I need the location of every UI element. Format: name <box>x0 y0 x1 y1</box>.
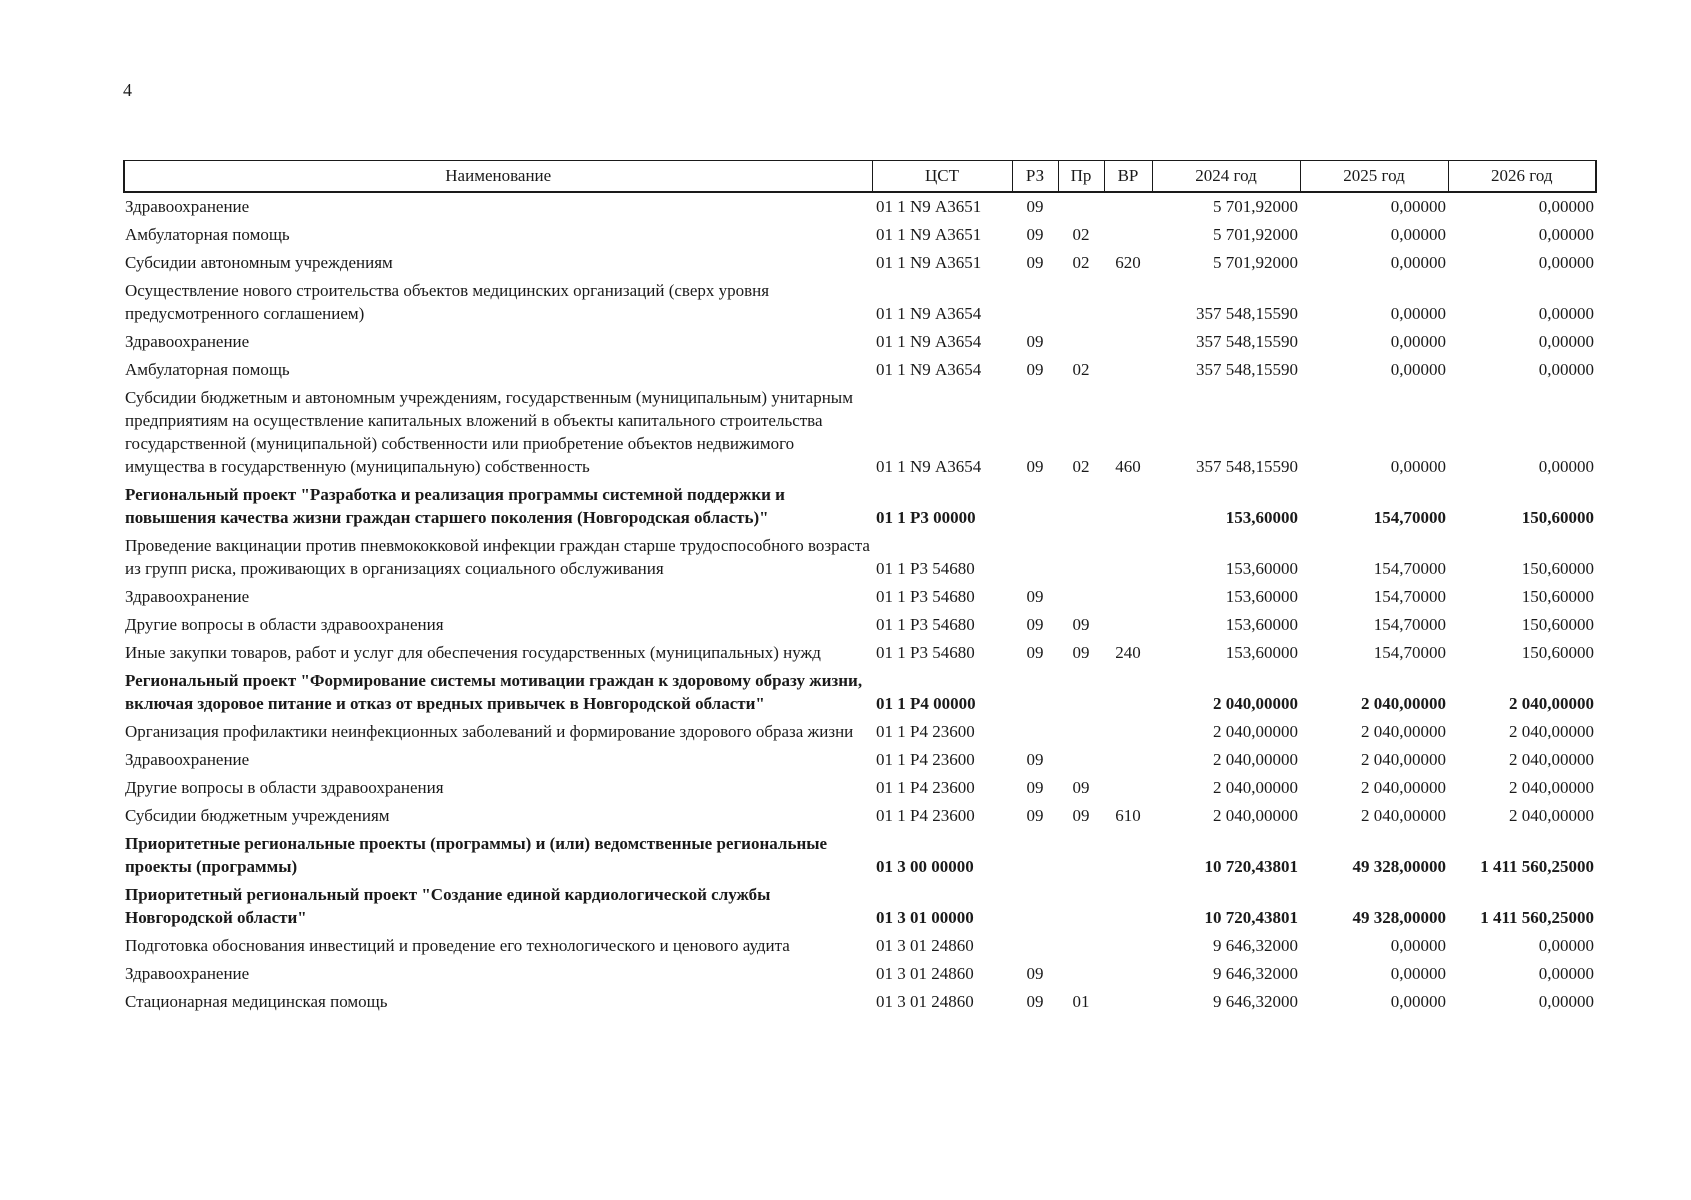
header-2025: 2025 год <box>1300 161 1448 193</box>
cell-cst: 01 1 N9 А3654 <box>876 360 982 379</box>
cell-rz <box>1012 881 1058 932</box>
header-2026: 2026 год <box>1448 161 1596 193</box>
cell-pr: 09 <box>1072 806 1090 825</box>
cell-cst: 01 1 N9 А3654 <box>876 304 982 323</box>
cell-2026: 150,60000 <box>1521 559 1594 578</box>
cell-2025: 2 040,00000 <box>1361 694 1446 713</box>
cell-vr <box>1104 328 1152 356</box>
cell-2024: 5 701,92000 <box>1213 253 1298 272</box>
cell-rz: 09 <box>1026 806 1044 825</box>
cell-vr <box>1104 583 1152 611</box>
cell-cst: 01 1 Р3 00000 <box>876 508 976 527</box>
cell-rz: 09 <box>1026 253 1044 272</box>
cell-2025: 49 328,00000 <box>1352 908 1446 927</box>
cell-rz: 09 <box>1026 587 1044 606</box>
cell-2024: 153,60000 <box>1225 587 1298 606</box>
table-row <box>124 718 1596 746</box>
cell-2026: 150,60000 <box>1521 643 1594 662</box>
cell-name: Здравоохранение <box>125 964 250 983</box>
cell-name: Проведение вакцинации против пневмококковой инфекции граждан старше трудоспособного возраста из групп риска, проживающих в организациях социального обслуживания <box>125 536 870 578</box>
cell-2024: 357 548,15590 <box>1196 304 1298 323</box>
cell-name: Амбулаторная помощь <box>125 360 290 379</box>
cell-name: Иные закупки товаров, работ и услуг для обеспечения государственных (муниципальных) нужд <box>125 643 821 662</box>
cell-cst: 01 1 Р4 23600 <box>876 750 975 769</box>
cell-cst: 01 1 N9 А3654 <box>876 457 982 476</box>
cell-vr <box>1104 277 1152 328</box>
table-row <box>124 988 1596 1016</box>
cell-rz <box>1012 932 1058 960</box>
cell-name: Здравоохранение <box>125 332 250 351</box>
cell-2026: 0,00000 <box>1538 964 1594 983</box>
table-row <box>124 328 1596 356</box>
table-row <box>124 881 1596 932</box>
table-row <box>124 830 1596 881</box>
cell-vr <box>1104 192 1152 221</box>
cell-2025: 0,00000 <box>1390 197 1446 216</box>
cell-2026: 2 040,00000 <box>1509 722 1594 741</box>
table-row <box>124 960 1596 988</box>
cell-cst: 01 1 Р3 54680 <box>876 587 975 606</box>
cell-rz: 09 <box>1026 332 1044 351</box>
cell-pr: 02 <box>1072 457 1090 476</box>
cell-vr <box>1104 718 1152 746</box>
header-pr: Пр <box>1058 161 1104 193</box>
cell-pr: 01 <box>1072 992 1090 1011</box>
cell-cst: 01 3 01 24860 <box>876 964 974 983</box>
cell-cst: 01 3 01 00000 <box>876 908 974 927</box>
table-row <box>124 221 1596 249</box>
cell-cst: 01 3 01 24860 <box>876 992 974 1011</box>
cell-2026: 2 040,00000 <box>1509 778 1594 797</box>
cell-2024: 10 720,43801 <box>1204 857 1298 876</box>
cell-vr <box>1104 960 1152 988</box>
cell-rz <box>1012 532 1058 583</box>
table-row <box>124 746 1596 774</box>
cell-cst: 01 1 N9 А3651 <box>876 197 982 216</box>
table-row <box>124 774 1596 802</box>
cell-cst: 01 1 N9 А3651 <box>876 225 982 244</box>
table-row <box>124 192 1596 221</box>
cell-2024: 153,60000 <box>1225 508 1298 527</box>
table-row <box>124 481 1596 532</box>
cell-2025: 49 328,00000 <box>1352 857 1446 876</box>
cell-2025: 0,00000 <box>1390 992 1446 1011</box>
header-rz: РЗ <box>1012 161 1058 193</box>
cell-2025: 0,00000 <box>1390 304 1446 323</box>
cell-2025: 0,00000 <box>1390 936 1446 955</box>
cell-cst: 01 1 Р3 54680 <box>876 643 975 662</box>
cell-2024: 9 646,32000 <box>1213 992 1298 1011</box>
cell-vr: 240 <box>1115 643 1141 662</box>
cell-2024: 2 040,00000 <box>1213 750 1298 769</box>
cell-2026: 0,00000 <box>1538 457 1594 476</box>
cell-2026: 0,00000 <box>1538 360 1594 379</box>
cell-2026: 2 040,00000 <box>1509 806 1594 825</box>
cell-vr <box>1104 830 1152 881</box>
cell-name: Другие вопросы в области здравоохранения <box>125 615 444 634</box>
cell-rz: 09 <box>1026 197 1044 216</box>
cell-pr: 09 <box>1072 778 1090 797</box>
cell-name: Осуществление нового строительства объектов медицинских организаций (сверх уровня предусмотренного соглашением) <box>125 281 770 323</box>
cell-rz: 09 <box>1026 225 1044 244</box>
cell-2024: 2 040,00000 <box>1213 778 1298 797</box>
header-vr: ВР <box>1104 161 1152 193</box>
table-row <box>124 277 1596 328</box>
cell-name: Приоритетные региональные проекты (программы) и (или) ведомственные региональные проекты (программы) <box>125 834 828 876</box>
cell-vr <box>1104 881 1152 932</box>
cell-pr: 02 <box>1072 360 1090 379</box>
cell-vr <box>1104 532 1152 583</box>
cell-name: Амбулаторная помощь <box>125 225 290 244</box>
cell-2025: 0,00000 <box>1390 964 1446 983</box>
header-cst: ЦСТ <box>872 161 1012 193</box>
cell-2026: 1 411 560,25000 <box>1480 857 1594 876</box>
cell-name: Здравоохранение <box>125 750 250 769</box>
cell-2025: 154,70000 <box>1373 587 1446 606</box>
cell-pr <box>1058 881 1104 932</box>
cell-2026: 0,00000 <box>1538 304 1594 323</box>
cell-vr <box>1104 667 1152 718</box>
cell-pr <box>1058 583 1104 611</box>
table-row <box>124 639 1596 667</box>
cell-vr <box>1104 988 1152 1016</box>
cell-2026: 1 411 560,25000 <box>1480 908 1594 927</box>
cell-name: Субсидии автономным учреждениям <box>125 253 393 272</box>
cell-2024: 153,60000 <box>1225 643 1298 662</box>
page-number: 4 <box>123 80 132 100</box>
cell-cst: 01 1 Р4 23600 <box>876 806 975 825</box>
cell-rz: 09 <box>1026 615 1044 634</box>
cell-vr: 610 <box>1115 806 1141 825</box>
cell-rz <box>1012 718 1058 746</box>
cell-pr <box>1058 667 1104 718</box>
cell-2025: 0,00000 <box>1390 360 1446 379</box>
table-row <box>124 667 1596 718</box>
cell-name: Организация профилактики неинфекционных заболеваний и формирование здорового образа жизни <box>125 722 854 741</box>
cell-cst: 01 1 Р3 54680 <box>876 559 975 578</box>
cell-2026: 150,60000 <box>1521 587 1594 606</box>
cell-2024: 2 040,00000 <box>1213 722 1298 741</box>
cell-2026: 0,00000 <box>1538 332 1594 351</box>
table-row <box>124 532 1596 583</box>
cell-rz: 09 <box>1026 750 1044 769</box>
cell-2026: 150,60000 <box>1521 615 1594 634</box>
cell-pr <box>1058 481 1104 532</box>
cell-rz: 09 <box>1026 778 1044 797</box>
cell-cst: 01 1 Р3 54680 <box>876 615 975 634</box>
cell-2025: 0,00000 <box>1390 457 1446 476</box>
cell-vr: 620 <box>1115 253 1141 272</box>
cell-2026: 2 040,00000 <box>1509 694 1594 713</box>
cell-2025: 154,70000 <box>1373 559 1446 578</box>
cell-2025: 2 040,00000 <box>1361 806 1446 825</box>
cell-vr <box>1104 481 1152 532</box>
cell-name: Здравоохранение <box>125 587 250 606</box>
cell-2024: 153,60000 <box>1225 559 1298 578</box>
cell-2024: 9 646,32000 <box>1213 964 1298 983</box>
cell-2024: 357 548,15590 <box>1196 457 1298 476</box>
budget-table <box>123 160 1597 1016</box>
cell-name: Здравоохранение <box>125 197 250 216</box>
cell-2026: 0,00000 <box>1538 253 1594 272</box>
table-row <box>124 356 1596 384</box>
cell-2025: 154,70000 <box>1373 615 1446 634</box>
cell-2025: 154,70000 <box>1373 508 1446 527</box>
table-row <box>124 583 1596 611</box>
table-row <box>124 802 1596 830</box>
table-row <box>124 249 1596 277</box>
cell-2026: 0,00000 <box>1538 197 1594 216</box>
cell-vr <box>1104 221 1152 249</box>
cell-name: Стационарная медицинская помощь <box>125 992 388 1011</box>
cell-pr <box>1058 532 1104 583</box>
table-body <box>124 192 1596 1016</box>
cell-pr: 02 <box>1072 225 1090 244</box>
cell-name: Приоритетный региональный проект "Создание единой кардиологической службы Новгородской области" <box>125 885 771 927</box>
cell-pr <box>1058 932 1104 960</box>
cell-name: Субсидии бюджетным учреждениям <box>125 806 390 825</box>
cell-2026: 0,00000 <box>1538 936 1594 955</box>
cell-2025: 2 040,00000 <box>1361 778 1446 797</box>
header-name: Наименование <box>124 161 872 193</box>
cell-2026: 150,60000 <box>1521 508 1594 527</box>
table-row <box>124 384 1596 481</box>
cell-rz: 09 <box>1026 964 1044 983</box>
cell-2024: 2 040,00000 <box>1213 694 1298 713</box>
cell-2024: 10 720,43801 <box>1204 908 1298 927</box>
cell-pr: 09 <box>1072 643 1090 662</box>
cell-2024: 9 646,32000 <box>1213 936 1298 955</box>
cell-name: Подготовка обоснования инвестиций и проведение его технологического и ценового аудита <box>125 936 790 955</box>
cell-pr <box>1058 746 1104 774</box>
cell-2026: 0,00000 <box>1538 992 1594 1011</box>
cell-name: Региональный проект "Формирование системы мотивации граждан к здоровому образу жизни, включая здоровое питание и отказ от вредных привычек в Новгородской области" <box>125 671 863 713</box>
cell-pr <box>1058 328 1104 356</box>
cell-2024: 5 701,92000 <box>1213 225 1298 244</box>
cell-pr <box>1058 718 1104 746</box>
cell-2025: 0,00000 <box>1390 225 1446 244</box>
cell-pr <box>1058 830 1104 881</box>
cell-2024: 357 548,15590 <box>1196 360 1298 379</box>
cell-2024: 2 040,00000 <box>1213 806 1298 825</box>
cell-vr <box>1104 774 1152 802</box>
cell-rz: 09 <box>1026 360 1044 379</box>
table-header <box>124 161 1596 193</box>
cell-vr <box>1104 356 1152 384</box>
cell-vr: 460 <box>1115 457 1141 476</box>
cell-name: Другие вопросы в области здравоохранения <box>125 778 444 797</box>
table-row <box>124 932 1596 960</box>
cell-2025: 2 040,00000 <box>1361 722 1446 741</box>
cell-2024: 153,60000 <box>1225 615 1298 634</box>
cell-pr <box>1058 192 1104 221</box>
cell-2025: 2 040,00000 <box>1361 750 1446 769</box>
cell-2026: 0,00000 <box>1538 225 1594 244</box>
cell-rz <box>1012 830 1058 881</box>
cell-rz <box>1012 481 1058 532</box>
cell-pr: 02 <box>1072 253 1090 272</box>
cell-cst: 01 1 N9 А3651 <box>876 253 982 272</box>
cell-cst: 01 1 Р4 23600 <box>876 778 975 797</box>
cell-rz <box>1012 667 1058 718</box>
cell-2024: 357 548,15590 <box>1196 332 1298 351</box>
cell-cst: 01 1 N9 А3654 <box>876 332 982 351</box>
cell-cst: 01 3 00 00000 <box>876 857 974 876</box>
cell-pr <box>1058 277 1104 328</box>
cell-name: Субсидии бюджетным и автономным учреждениям, государственным (муниципальным) унитарным предприятиям на осуществление капитальных вложений в объекты капитального строительства государственной (муниципальной) собственности или приобретение объектов недвижимого имущества в государственную (муниципальную) собственность <box>125 388 853 476</box>
cell-cst: 01 3 01 24860 <box>876 936 974 955</box>
cell-cst: 01 1 Р4 00000 <box>876 694 976 713</box>
cell-vr <box>1104 932 1152 960</box>
cell-rz <box>1012 277 1058 328</box>
cell-2026: 2 040,00000 <box>1509 750 1594 769</box>
cell-2025: 0,00000 <box>1390 253 1446 272</box>
cell-rz: 09 <box>1026 992 1044 1011</box>
cell-pr: 09 <box>1072 615 1090 634</box>
cell-rz: 09 <box>1026 457 1044 476</box>
cell-name: Региональный проект "Разработка и реализация программы системной поддержки и повышения качества жизни граждан старшего поколения (Новгородская область)" <box>125 485 785 527</box>
table-row <box>124 611 1596 639</box>
cell-vr <box>1104 746 1152 774</box>
cell-cst: 01 1 Р4 23600 <box>876 722 975 741</box>
cell-2024: 5 701,92000 <box>1213 197 1298 216</box>
cell-2025: 154,70000 <box>1373 643 1446 662</box>
header-2024: 2024 год <box>1152 161 1300 193</box>
cell-vr <box>1104 611 1152 639</box>
cell-rz: 09 <box>1026 643 1044 662</box>
cell-pr <box>1058 960 1104 988</box>
cell-2025: 0,00000 <box>1390 332 1446 351</box>
